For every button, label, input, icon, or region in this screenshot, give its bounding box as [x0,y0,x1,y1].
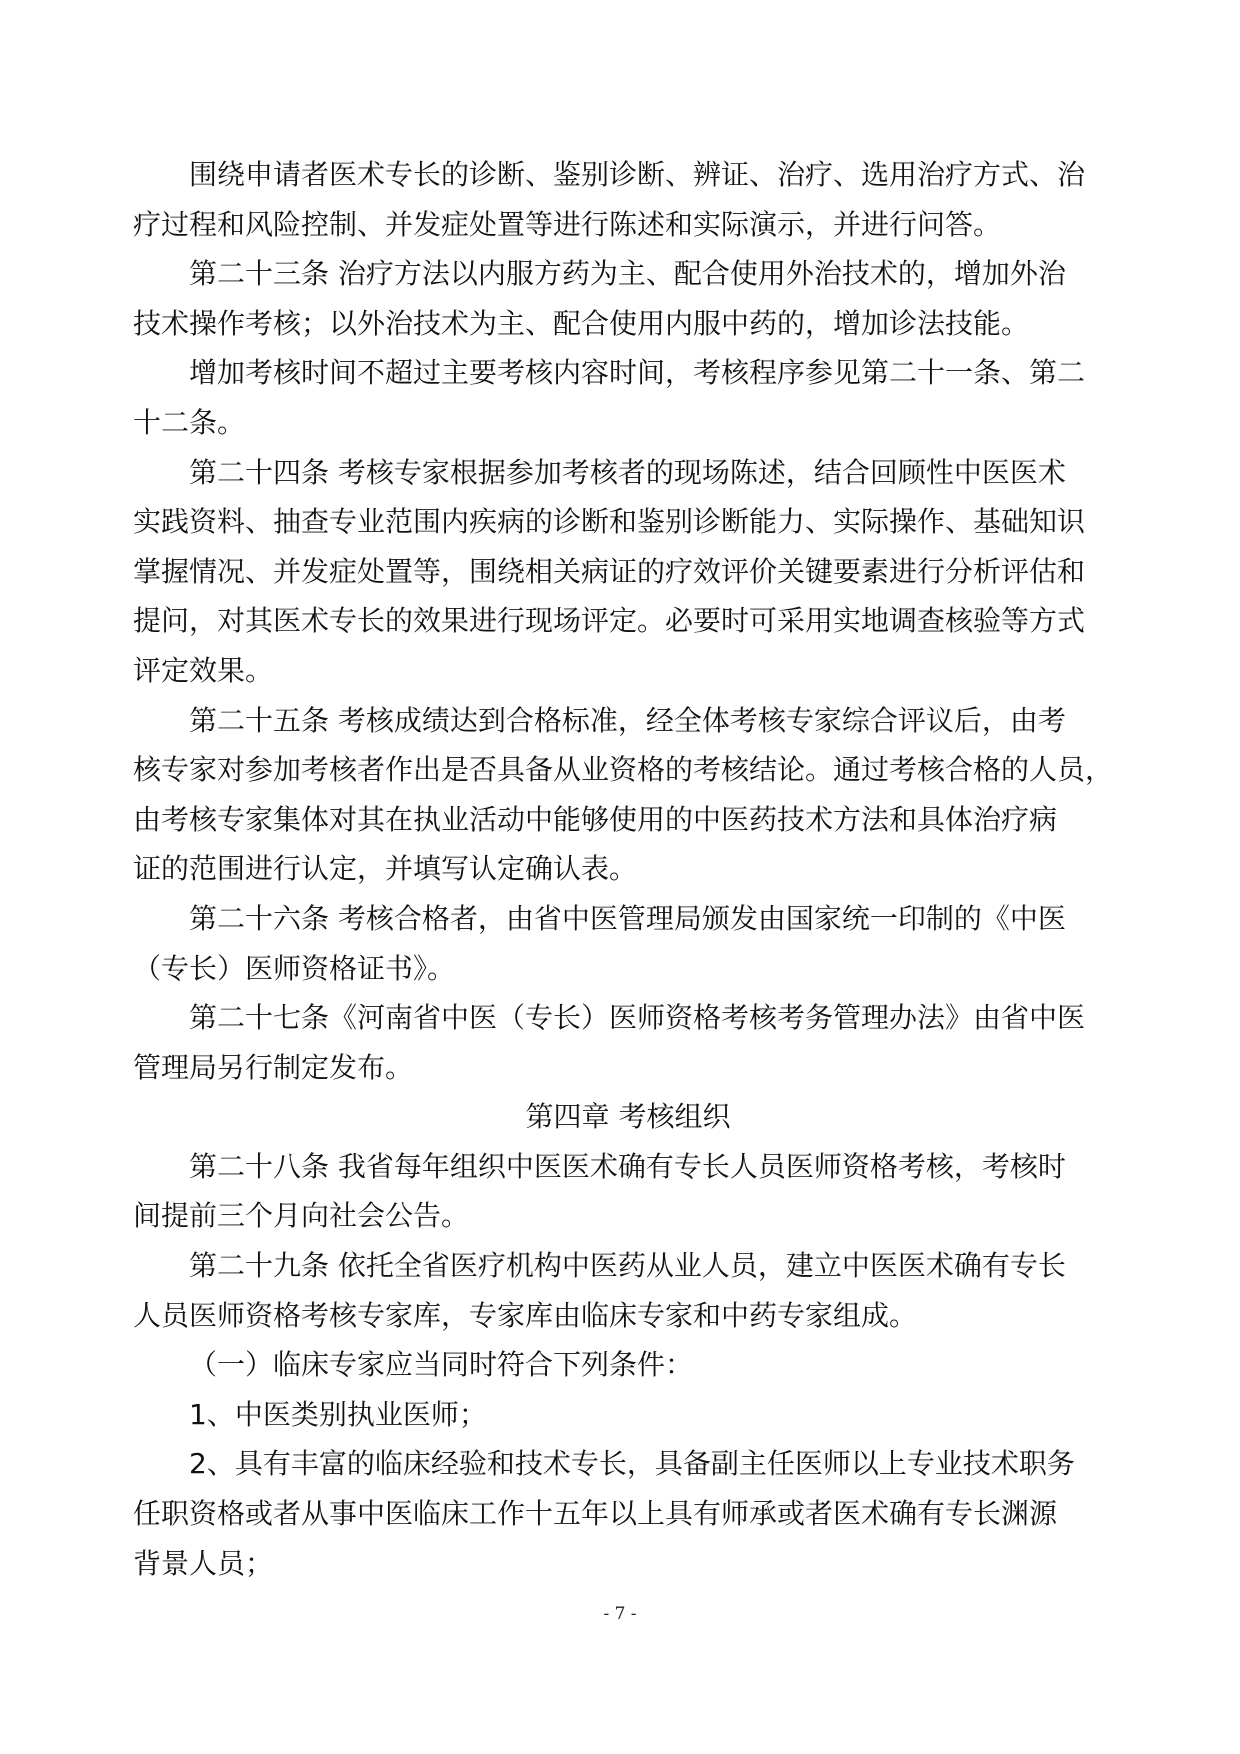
paragraph-line: 证的范围进行认定，并填写认定确认表。 [133,852,638,886]
article-23-line: 第二十三条 治疗方法以内服方药为主、配合使用外治技术的，增加外治 [189,257,1066,291]
paragraph-line: （专长）医师资格证书》。 [133,951,456,985]
paragraph-line: 实践资料、抽查专业范围内疾病的诊断和鉴别诊断能力、实际操作、基础知识 [133,505,1086,539]
list-heading-line: （一）临床专家应当同时符合下列条件： [189,1348,694,1382]
paragraph-line: 技术操作考核；以外治技术为主、配合使用内服中药的，增加诊法技能。 [133,306,1030,340]
paragraph-line: 疗过程和风险控制、并发症处置等进行陈述和实际演示，并进行问答。 [133,207,1002,241]
paragraph-line: 增加考核时间不超过主要考核内容时间，考核程序参见第二十一条、第二 [189,356,1086,390]
document-body [133,150,1123,1588]
paragraph-line: 间提前三个月向社会公告。 [133,1199,470,1233]
article-27-line: 第二十七条《河南省中医（专长）医师资格考核考务管理办法》由省中医 [189,1001,1086,1035]
chapter-heading: 第四章 考核组织 [525,1100,731,1134]
list-item-line: 1、中医类别执业医师； [189,1397,487,1431]
article-25-line: 第二十五条 考核成绩达到合格标准，经全体考核专家综合评议后，由考 [189,703,1066,737]
paragraph-line: 评定效果。 [133,653,274,687]
paragraph-line: 提问，对其医术专长的效果进行现场评定。必要时可采用实地调查核验等方式 [133,604,1086,638]
paragraph-line: 人员医师资格考核专家库，专家库由临床专家和中药专家组成。 [133,1298,918,1332]
paragraph-line: 背景人员； [133,1546,274,1580]
article-26-line: 第二十六条 考核合格者，由省中医管理局颁发由国家统一印制的《中医 [189,901,1066,935]
article-28-line: 第二十八条 我省每年组织中医医术确有专长人员医师资格考核，考核时 [189,1149,1066,1183]
article-24-line: 第二十四条 考核专家根据参加考核者的现场陈述，结合回顾性中医医术 [189,455,1066,489]
paragraph-line: 核专家对参加考核者作出是否具备从业资格的考核结论。通过考核合格的人员， [133,753,1114,787]
paragraph-line: 十二条。 [133,405,246,439]
paragraph-line: 任职资格或者从事中医临床工作十五年以上具有师承或者医术确有专长渊源 [133,1497,1058,1531]
paragraph-line: 掌握情况、并发症处置等，围绕相关病证的疗效评价关键要素进行分析评估和 [133,554,1086,588]
paragraph-line: 管理局另行制定发布。 [133,1050,414,1084]
article-29-line: 第二十九条 依托全省医疗机构中医药从业人员，建立中医医术确有专长 [189,1249,1066,1283]
list-item-line: 2、具有丰富的临床经验和技术专长，具备副主任医师以上专业技术职务 [189,1447,1075,1481]
page-number: - 7 - [603,1604,637,1624]
paragraph-line: 由考核专家集体对其在执业活动中能够使用的中医药技术方法和具体治疗病 [133,802,1058,836]
paragraph-line: 围绕申请者医术专长的诊断、鉴别诊断、辨证、治疗、选用治疗方式、治 [189,158,1086,191]
